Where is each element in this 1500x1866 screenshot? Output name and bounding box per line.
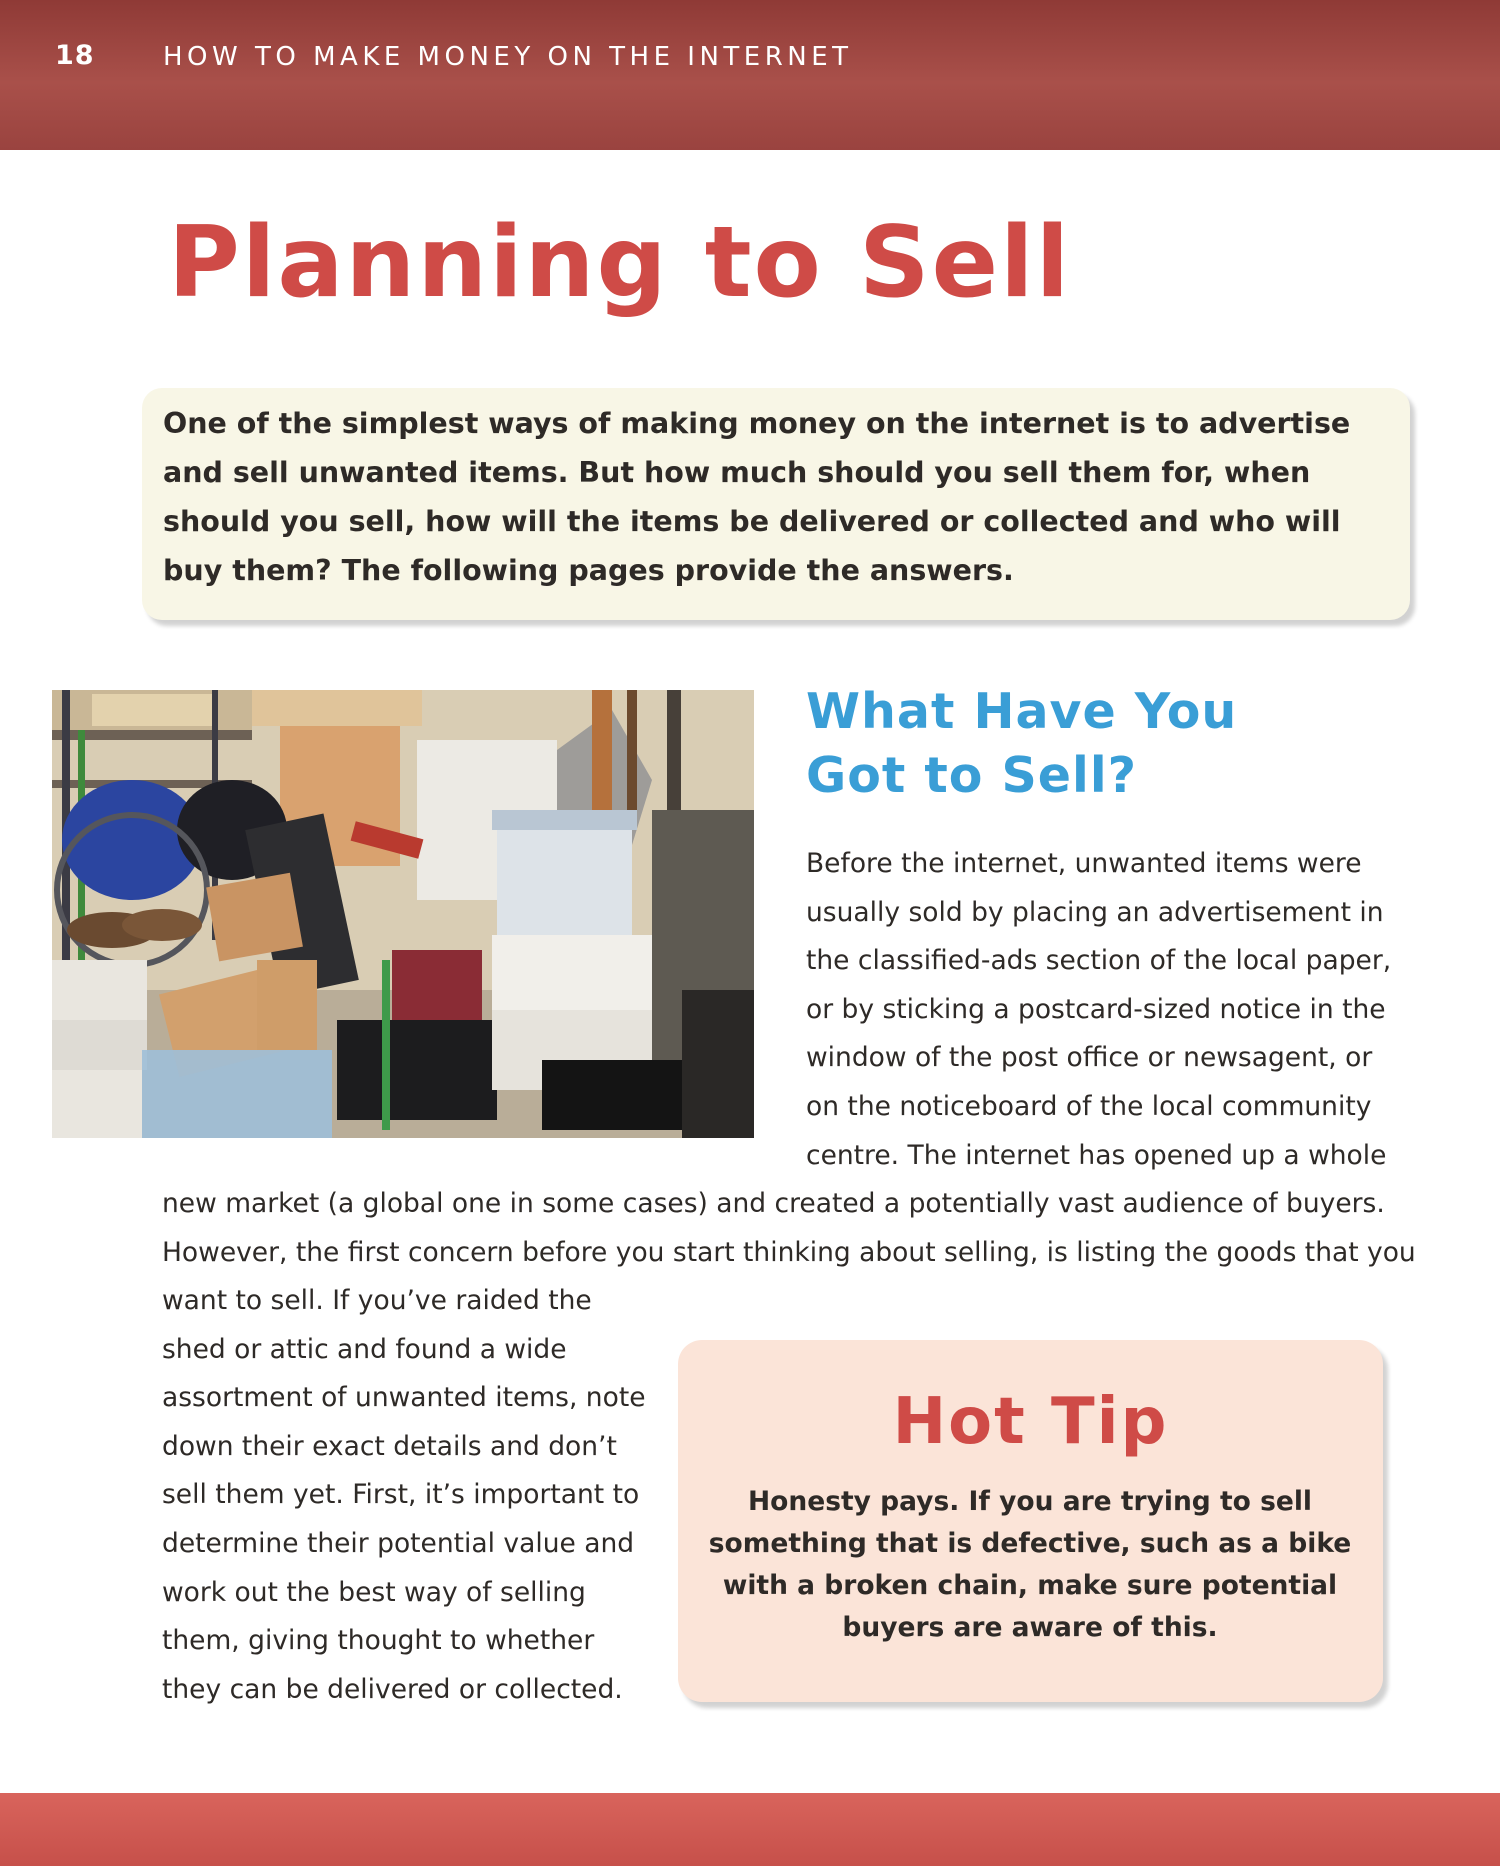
body-line: new market (a global one in some cases) and created a potentially vast audience of buyers. — [162, 1188, 1385, 1219]
body-line: work out the best way of selling — [162, 1576, 586, 1608]
body-line: down their exact details and don’t — [162, 1430, 617, 1462]
hot-tip-title: Hot Tip — [892, 1385, 1169, 1459]
intro-line: buy them? The following pages provide the answers. — [163, 554, 1014, 587]
section-heading-line: What Have You — [806, 683, 1238, 740]
header-bar — [0, 0, 1500, 150]
body-line: centre. The internet has opened up a whole — [806, 1139, 1387, 1171]
body-line: determine their potential value and — [162, 1527, 635, 1559]
body-line: shed or attic and found a wide — [162, 1333, 567, 1365]
hot-tip-line: buyers are aware of this. — [842, 1612, 1218, 1643]
intro-line: and sell unwanted items. But how much should you sell them for, when — [163, 456, 1311, 489]
body-line: want to sell. If you’ve raided the — [162, 1285, 592, 1316]
body-line: Before the internet, unwanted items were — [806, 848, 1362, 879]
body-paragraph-left — [162, 1277, 646, 1714]
body-line: assortment of unwanted items, note — [162, 1382, 646, 1414]
body-line: them, giving thought to whether — [162, 1625, 595, 1657]
section-heading-line: Got to Sell? — [806, 747, 1138, 804]
body-line: sell them yet. First, it’s important to — [162, 1479, 640, 1511]
section-heading — [806, 680, 1366, 808]
body-line: or by sticking a postcard-sized notice in the — [806, 993, 1386, 1025]
hot-tip-line: Honesty pays. If you are trying to sell — [747, 1486, 1313, 1517]
hot-tip-line: with a broken chain, make sure potential — [722, 1570, 1338, 1601]
running-title: HOW TO MAKE MONEY ON THE INTERNET — [163, 42, 853, 72]
body-line: they can be delivered or collected. — [162, 1673, 623, 1705]
body-line: window of the post office or newsagent, or — [806, 1042, 1373, 1074]
intro-text — [163, 399, 1395, 595]
hot-tip-line: something that is defective, such as a bike — [708, 1528, 1352, 1559]
body-line: the classified-ads section of the local paper, — [806, 945, 1392, 977]
hot-tip-text — [700, 1481, 1360, 1649]
page-title: Planning to Sell — [168, 206, 1072, 320]
body-paragraph-full — [162, 1180, 1416, 1277]
intro-line: should you sell, how will the items be delivered or collected and who will — [163, 505, 1341, 538]
body-paragraph-right — [806, 840, 1391, 1180]
body-line: usually sold by placing an advertisement in — [806, 896, 1384, 928]
body-line: However, the first concern before you start thinking about selling, is listing the goods that you — [162, 1236, 1416, 1268]
body-line: on the noticeboard of the local community — [806, 1090, 1372, 1122]
page-number: 18 — [55, 40, 95, 71]
footer-bar — [0, 1793, 1500, 1866]
garage-clutter-photo — [52, 690, 754, 1138]
intro-line: One of the simplest ways of making money on the internet is to advertise — [163, 407, 1351, 440]
